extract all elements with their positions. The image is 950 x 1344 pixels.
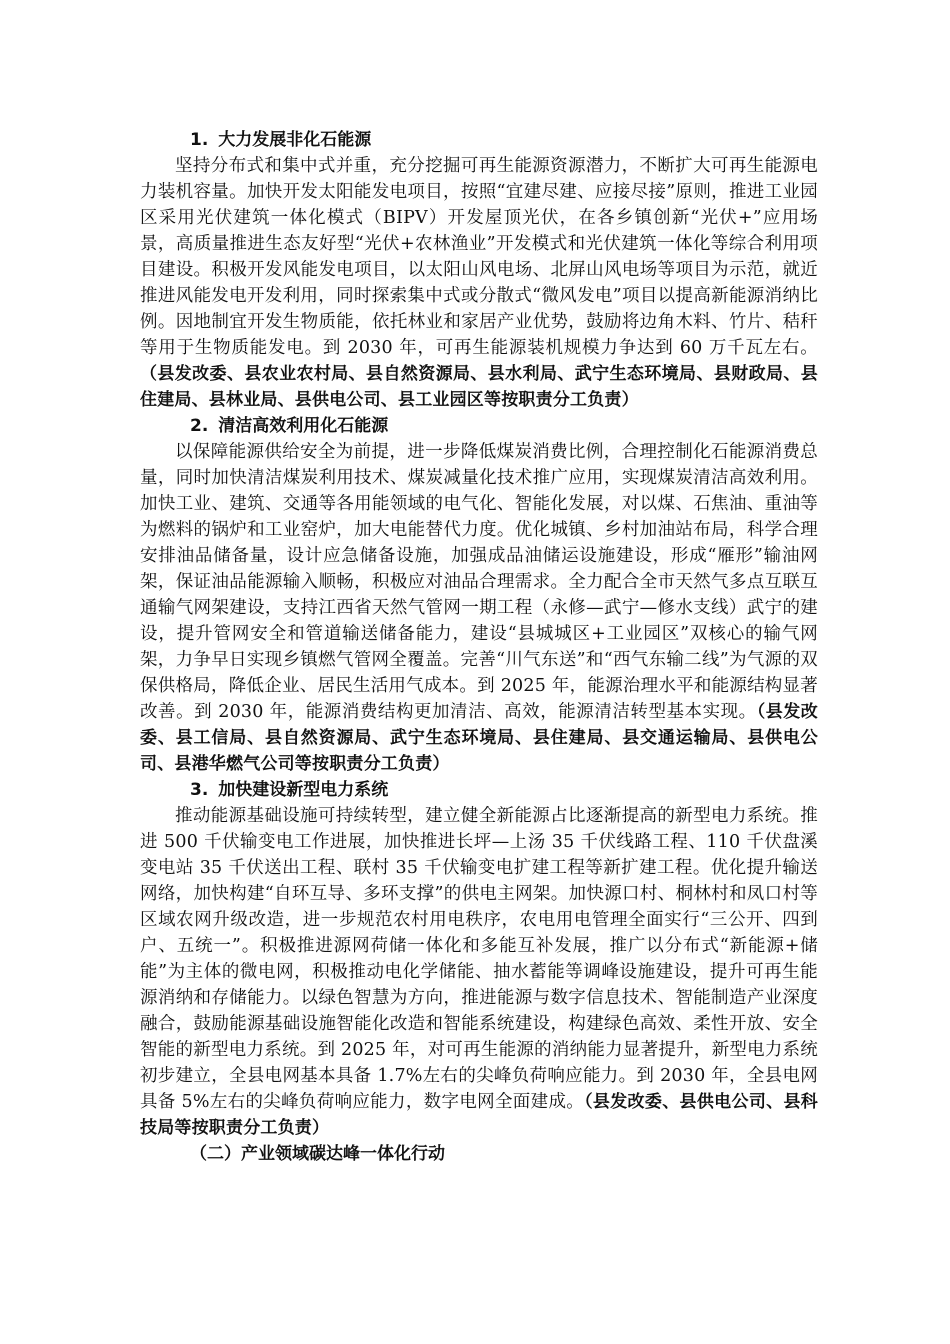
section-3-number: 3.	[190, 780, 209, 800]
section-1-title: 大力发展非化石能源	[218, 130, 372, 150]
section-2-number: 2.	[190, 416, 209, 436]
document-body	[140, 127, 818, 1167]
section-1-paragraph	[140, 153, 818, 413]
section-2-paragraph	[140, 439, 818, 777]
section-2-heading	[140, 413, 818, 439]
section-2-body: 以保障能源供给安全为前提，进一步降低煤炭消费比例，合理控制化石能源消费总量，同时加快清洁煤炭利用技术、煤炭减量化技术推广应用，实现煤炭清洁高效利用。加快工业、建筑、交通等各用能领域的电气化、智能化发展，对以煤、石焦油、重油等为燃料的锅炉和工业窑炉，加大电能替代力度。优化城镇、乡村加油站布局，科学合理安排油品储备量，设计应急储备设施，加强成品油储运设施建设，形成“雁形”输油网架，保证油品能源输入顺畅，积极应对油品合理需求。全力配合全市天然气多点互联互通输气网架建设，支持江西省天然气管网一期工程（永修—武宁—修水支线）武宁的建设，提升管网安全和管道输送储备能力，建设“县城城区+工业园区”双核心的输气网架，力争早日实现乡镇燃气管网全覆盖。完善“川气东送”和“西气东输二线”为气源的双保供格局，降低企业、居民生活用气成本。到 2025 年，能源治理水平和能源结构显著改善。到 2030 年，能源消费结构更加清洁、高效，能源清洁转型基本实现。	[140, 442, 818, 722]
section-2-title: 清洁高效利用化石能源	[218, 416, 389, 436]
section-1-number: 1.	[190, 130, 209, 150]
section-1-body: 坚持分布式和集中式并重，充分挖掘可再生能源资源潜力，不断扩大可再生能源电力装机容量。加快开发太阳能发电项目，按照“宜建尽建、应接尽接”原则，推进工业园区采用光伏建筑一体化模式（BIPV）开发屋顶光伏，在各乡镇创新“光伏+”应用场景，高质量推进生态友好型“光伏+农林渔业”开发模式和光伏建筑一体化等综合利用项目建设。积极开发风能发电项目，以太阳山风电场、北屏山风电场等项目为示范，就近推进风能发电开发利用，同时探索集中式或分散式“微风发电”项目以提高新能源消纳比例。因地制宜开发生物质能，依托林业和家居产业优势，鼓励将边角木料、竹片、秸秆等用于生物质能发电。到 2030 年，可再生能源装机规模力争达到 60 万千瓦左右。	[140, 156, 818, 358]
next-section-heading	[140, 1141, 818, 1167]
section-3-body: 推动能源基础设施可持续转型，建立健全新能源占比逐渐提高的新型电力系统。推进 500 千伏输变电工作进展，加快推进长坪—上汤 35 千伏线路工程、110 千伏盘溪变电站 35 千伏送出工程、联村 35 千伏输变电扩建工程等新扩建工程。优化提升输送网络，加快构建“自环互导、多环支撑”的供电主网架。加快源口村、桐林村和凤口村等区域农网升级改造，进一步规范农村用电秩序，农电用电管理全面实行“三公开、四到户、五统一”。积极推进源网荷储一体化和多能互补发展，推广以分布式“新能源+储能”为主体的微电网，积极推动电化学储能、抽水蓄能等调峰设施建设，提升可再生能源消纳和存储能力。以绿色智慧为方向，推进能源与数字信息技术、智能制造产业深度融合，鼓励能源基础设施智能化改造和智能系统建设，构建绿色高效、柔性开放、安全智能的新型电力系统。到 2025 年，对可再生能源的消纳能力显著提升，新型电力系统初步建立，全县电网基本具备 1.7%左右的尖峰负荷响应能力。到 2030 年，全县电网具备 5%左右的尖峰负荷响应能力，数字电网全面建成。	[140, 806, 818, 1112]
section-1-heading	[140, 127, 818, 153]
section-3-responsibility: （县发改委、县供电公司、县科技局等按职责分工负责）	[140, 1092, 818, 1138]
section-3-title: 加快建设新型电力系统	[218, 780, 389, 800]
section-3-paragraph	[140, 803, 818, 1141]
section-2-responsibility: （县发改委、县工信局、县自然资源局、武宁生态环境局、县住建局、县交通运输局、县供电公司、县港华燃气公司等按职责分工负责）	[140, 702, 818, 774]
section-1-responsibility: （县发改委、县农业农村局、县自然资源局、县水利局、武宁生态环境局、县财政局、县住建局、县林业局、县供电公司、县工业园区等按职责分工负责）	[140, 364, 818, 410]
next-section-title: （二）产业领域碳达峰一体化行动	[190, 1144, 445, 1164]
section-3-heading	[140, 777, 818, 803]
